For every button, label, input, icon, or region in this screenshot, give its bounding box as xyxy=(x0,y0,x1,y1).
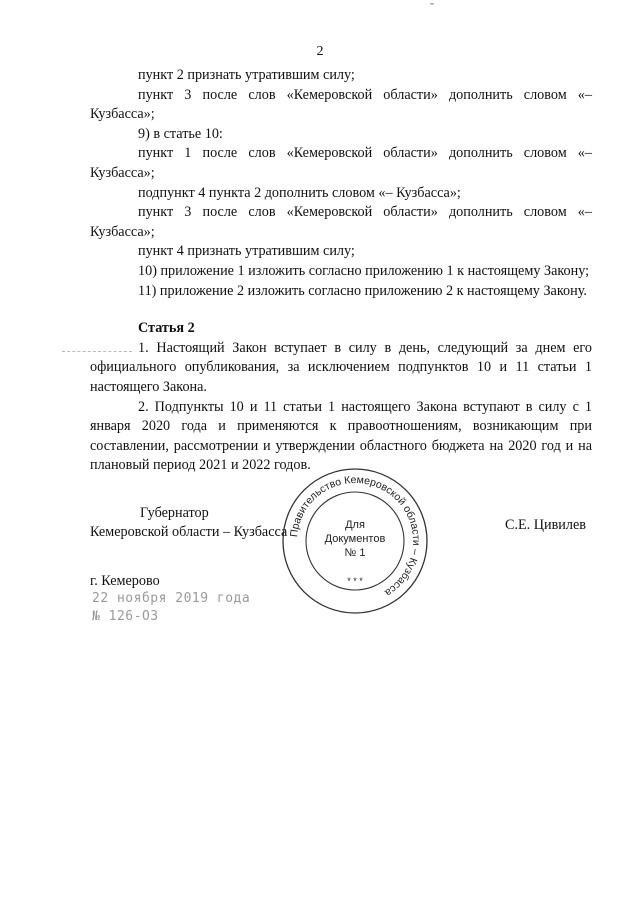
paragraph: 9) в статье 10: xyxy=(138,125,223,142)
date-stamp: 22 ноября 2019 года xyxy=(92,591,251,606)
paragraph: пункт 3 после слов «Кемеровской области» дополнить словом «– Кузбасса»; xyxy=(90,204,592,240)
official-seal xyxy=(280,466,430,616)
signatory-name: С.Е. Цивилев xyxy=(505,517,586,533)
seal-line-1: Для xyxy=(345,519,365,531)
paragraph: 10) приложение 1 изложить согласно приложению 1 к настоящему Закону; xyxy=(138,262,590,279)
seal-line-2: Документов xyxy=(324,533,386,545)
article-title: Статья 2 xyxy=(138,320,195,337)
scan-artifact-line xyxy=(62,351,132,352)
article-paragraph: 2. Подпункты 10 и 11 статьи 1 настоящего Закона вступают в силу с 1 января 2020 года и применяются к правоотношениям, возникающим при составлении, рассмотрении и утверждении областного бюджета на 2020 год и на плановый период 2021 и 2022 годов. xyxy=(90,398,592,474)
article-paragraph: 1. Настоящий Закон вступает в силу в день, следующий за днем его официального опубликования, за исключением подпунктов 10 и 11 статьи 1 настоящего Закона. xyxy=(90,339,592,395)
signature-position-line-2: Кемеровской области – Кузбасса xyxy=(90,524,288,540)
seal-line-3: № 1 xyxy=(344,547,366,559)
place-of-signing: г. Кемерово xyxy=(90,573,160,589)
scan-mark: ˘ xyxy=(430,0,434,14)
spacer xyxy=(90,301,592,319)
paragraph: пункт 2 признать утратившим силу; xyxy=(138,67,355,83)
paragraph: подпункт 4 пункта 2 дополнить словом «– Кузбасса»; xyxy=(138,184,461,201)
paragraph: пункт 1 после слов «Кемеровской области» дополнить словом «– Кузбасса»; xyxy=(90,145,592,181)
seal-stars: * * * xyxy=(347,576,363,586)
document-body xyxy=(90,66,592,476)
paragraph: пункт 3 после слов «Кемеровской области» дополнить словом «– Кузбасса»; xyxy=(90,86,592,123)
paragraph: 11) приложение 2 изложить согласно приложению 2 к настоящему Закону. xyxy=(138,282,587,299)
seal-ring-text: Правительство Кемеровской области – Кузбасса xyxy=(288,473,423,599)
paragraph: пункт 4 признать утратившим силу; xyxy=(138,243,355,260)
signature-position-line-1: Губернатор xyxy=(140,505,209,521)
page-number: 2 xyxy=(316,44,324,59)
law-number-stamp: № 126-ОЗ xyxy=(92,609,159,624)
